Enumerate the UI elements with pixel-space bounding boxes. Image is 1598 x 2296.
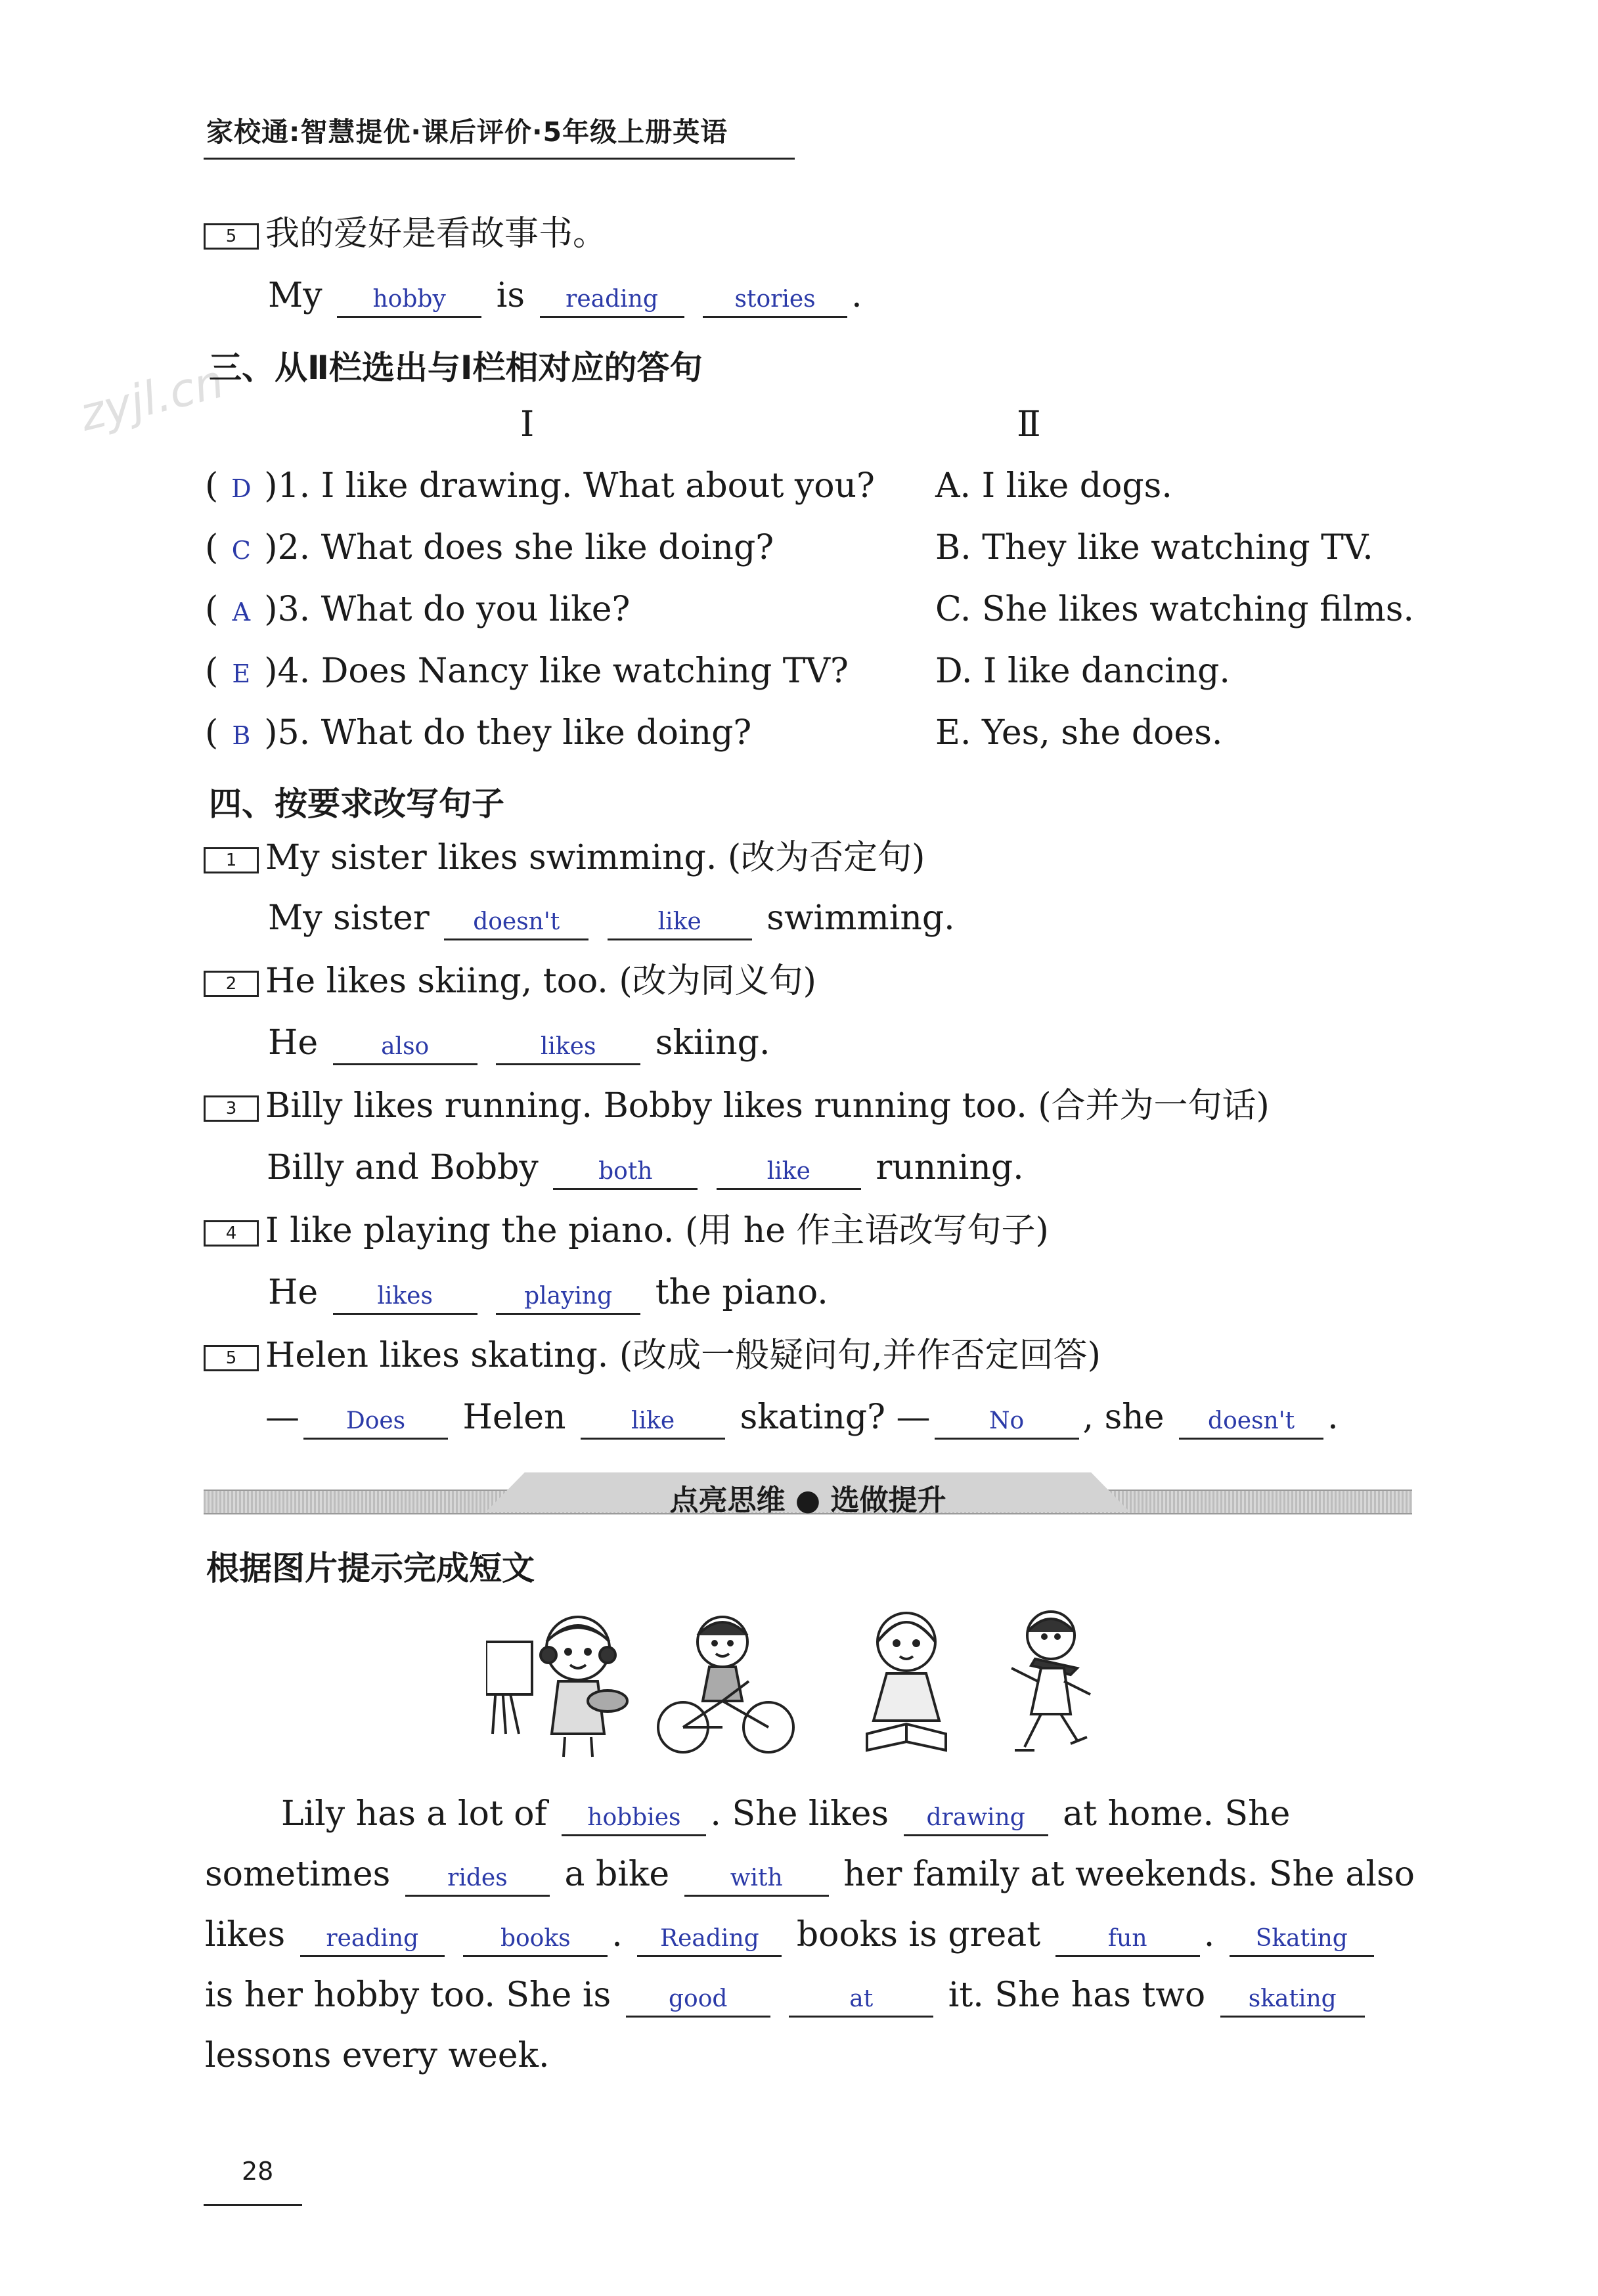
answer-blank: Skating bbox=[1230, 1924, 1374, 1957]
passage-line-2 bbox=[205, 1855, 1415, 1897]
option-a: A. I like dogs. bbox=[935, 466, 1172, 506]
text: likes bbox=[205, 1915, 286, 1954]
paren: ( bbox=[205, 713, 219, 753]
prompt-text: He likes skiing, too. (改为同义句) bbox=[265, 961, 816, 1001]
header-rule bbox=[204, 158, 795, 160]
text: . bbox=[1203, 1915, 1215, 1954]
match-row-1 bbox=[205, 466, 875, 506]
question: )2. What does she like doing? bbox=[264, 528, 774, 567]
paren: ( bbox=[205, 466, 219, 506]
dash: — bbox=[265, 1398, 300, 1437]
answer-blank: No bbox=[935, 1407, 1079, 1440]
match-answer: B bbox=[232, 721, 251, 750]
text: , she bbox=[1082, 1398, 1165, 1437]
match-row-2 bbox=[205, 528, 774, 567]
answer-blank: like bbox=[608, 908, 752, 940]
answer-blank: Does bbox=[303, 1407, 448, 1440]
rewrite-item-3-prompt bbox=[204, 1086, 1270, 1126]
text: Helen bbox=[462, 1398, 566, 1437]
answer-blank: drawing bbox=[904, 1803, 1048, 1836]
section-banner-text: 点亮思维 ● 选做提升 bbox=[669, 1484, 946, 1517]
painting-girl-illustration bbox=[486, 1617, 627, 1757]
hobby-illustrations bbox=[486, 1602, 1130, 1760]
answer-blank: playing bbox=[496, 1282, 640, 1315]
column-heading-2: Ⅱ bbox=[1017, 403, 1041, 445]
match-row-5 bbox=[205, 713, 752, 753]
item-number-box: 4 bbox=[204, 1220, 259, 1247]
page-number-rule bbox=[204, 2204, 302, 2206]
option-d: D. I like dancing. bbox=[935, 651, 1230, 691]
match-row-3 bbox=[205, 592, 630, 627]
answer-blank: like bbox=[717, 1157, 861, 1190]
rewrite-item-2-answer bbox=[268, 1023, 770, 1065]
section5-title: 根据图片提示完成短文 bbox=[206, 1549, 535, 1587]
answer-blank: reading bbox=[540, 285, 684, 318]
option-e: E. Yes, she does. bbox=[935, 713, 1223, 753]
rewrite-item-5-answer bbox=[265, 1400, 1339, 1440]
text: a bike bbox=[564, 1855, 670, 1894]
text: . She likes bbox=[710, 1794, 889, 1834]
rewrite-item-3-answer bbox=[267, 1148, 1024, 1190]
word: is bbox=[496, 276, 525, 315]
text: swimming. bbox=[766, 898, 955, 938]
passage-line-3 bbox=[205, 1915, 1378, 1957]
answer-blank: likes bbox=[333, 1282, 477, 1315]
prompt-text: My sister likes swimming. (改为否定句) bbox=[265, 838, 925, 877]
prompt-text: I like playing the piano. (用 he 作主语改写句子) bbox=[265, 1211, 1049, 1250]
text: My sister bbox=[268, 898, 430, 938]
page-header-title: 家校通:智慧提优·课后评价·5年级上册英语 bbox=[206, 116, 728, 148]
page-number: 28 bbox=[242, 2157, 274, 2186]
answer-blank: also bbox=[333, 1032, 477, 1065]
answer-blank: hobbies bbox=[562, 1803, 706, 1836]
answer-blank: books bbox=[463, 1924, 608, 1957]
prompt-text: Billy likes running. Bobby likes running too. (合并为一句话) bbox=[265, 1086, 1270, 1126]
paren: ( bbox=[205, 590, 219, 629]
answer-blank: Reading bbox=[637, 1924, 782, 1957]
biking-girl-illustration bbox=[658, 1617, 793, 1752]
prompt-text: 我的爱好是看故事书。 bbox=[265, 214, 608, 254]
reading-girl-illustration bbox=[867, 1613, 946, 1750]
skating-girl-illustration bbox=[1011, 1612, 1090, 1750]
text: running. bbox=[876, 1148, 1024, 1187]
section4-title: 四、按要求改写句子 bbox=[209, 785, 504, 823]
passage-line-1 bbox=[281, 1794, 1290, 1836]
section3-title: 三、从Ⅱ栏选出与Ⅰ栏相对应的答句 bbox=[209, 349, 703, 387]
question: )5. What do they like doing? bbox=[264, 713, 752, 753]
text: the piano. bbox=[655, 1273, 828, 1312]
text: He bbox=[268, 1023, 319, 1063]
q2-item5-answer-line bbox=[268, 278, 862, 318]
text: books is great bbox=[796, 1915, 1041, 1954]
match-answer: D bbox=[231, 474, 252, 503]
answer-blank: stories bbox=[703, 285, 847, 318]
match-answer: A bbox=[232, 598, 251, 627]
answer-blank: hobby bbox=[337, 285, 481, 318]
item-number-box: 5 bbox=[204, 223, 259, 250]
question: )3. What do you like? bbox=[264, 590, 631, 629]
text: is her hobby too. She is bbox=[205, 1976, 611, 2015]
period: . bbox=[1327, 1398, 1339, 1437]
question: )1. I like drawing. What about you? bbox=[264, 466, 875, 506]
q2-item5-prompt bbox=[204, 214, 608, 254]
answer-blank: reading bbox=[300, 1924, 445, 1957]
text: her family at weekends. She also bbox=[843, 1855, 1415, 1894]
period: . bbox=[851, 276, 862, 315]
word: My bbox=[268, 276, 322, 315]
column-heading-1: Ⅰ bbox=[520, 403, 535, 445]
text: Billy and Bobby bbox=[267, 1148, 539, 1187]
answer-blank: with bbox=[684, 1864, 829, 1897]
answer-blank: both bbox=[553, 1157, 698, 1190]
answer-blank: good bbox=[626, 1985, 770, 2018]
answer-blank: like bbox=[581, 1407, 725, 1440]
text: at home. She bbox=[1063, 1794, 1291, 1834]
watermark: zyjl.cn bbox=[74, 354, 229, 442]
answer-blank: fun bbox=[1055, 1924, 1200, 1957]
match-row-4 bbox=[205, 651, 849, 691]
question: )4. Does Nancy like watching TV? bbox=[264, 651, 849, 691]
rewrite-item-5-prompt bbox=[204, 1338, 1101, 1373]
answer-blank: skating bbox=[1220, 1985, 1365, 2018]
text: sometimes bbox=[205, 1855, 391, 1894]
rewrite-item-1-answer bbox=[268, 898, 955, 940]
rewrite-item-4-answer bbox=[268, 1275, 828, 1315]
rewrite-item-1-prompt bbox=[204, 838, 925, 877]
passage-line-4 bbox=[205, 1976, 1369, 2018]
answer-blank: rides bbox=[405, 1864, 550, 1897]
option-b: B. They like watching TV. bbox=[935, 528, 1373, 567]
item-number-box: 2 bbox=[204, 971, 259, 997]
text: He bbox=[268, 1273, 319, 1312]
item-number-box: 3 bbox=[204, 1095, 259, 1122]
passage-line-5: lessons every week. bbox=[205, 2036, 550, 2075]
text: skating? — bbox=[740, 1398, 931, 1437]
answer-blank: doesn't bbox=[1179, 1407, 1323, 1440]
text: Lily has a lot of bbox=[281, 1794, 547, 1834]
option-c: C. She likes watching films. bbox=[935, 590, 1414, 629]
prompt-text: Helen likes skating. (改成一般疑问句,并作否定回答) bbox=[265, 1336, 1101, 1375]
answer-blank: likes bbox=[496, 1032, 640, 1065]
match-answer: E bbox=[232, 659, 251, 688]
text: . bbox=[611, 1915, 623, 1954]
answer-blank: at bbox=[789, 1985, 933, 2018]
rewrite-item-4-prompt bbox=[204, 1211, 1049, 1250]
paren: ( bbox=[205, 528, 219, 567]
answer-blank: doesn't bbox=[444, 908, 588, 940]
text: skiing. bbox=[655, 1023, 770, 1063]
match-answer: C bbox=[231, 536, 251, 565]
paren: ( bbox=[205, 651, 219, 691]
item-number-box: 5 bbox=[204, 1345, 259, 1371]
rewrite-item-2-prompt bbox=[204, 961, 816, 1001]
text: it. She has two bbox=[948, 1976, 1206, 2015]
item-number-box: 1 bbox=[204, 847, 259, 873]
